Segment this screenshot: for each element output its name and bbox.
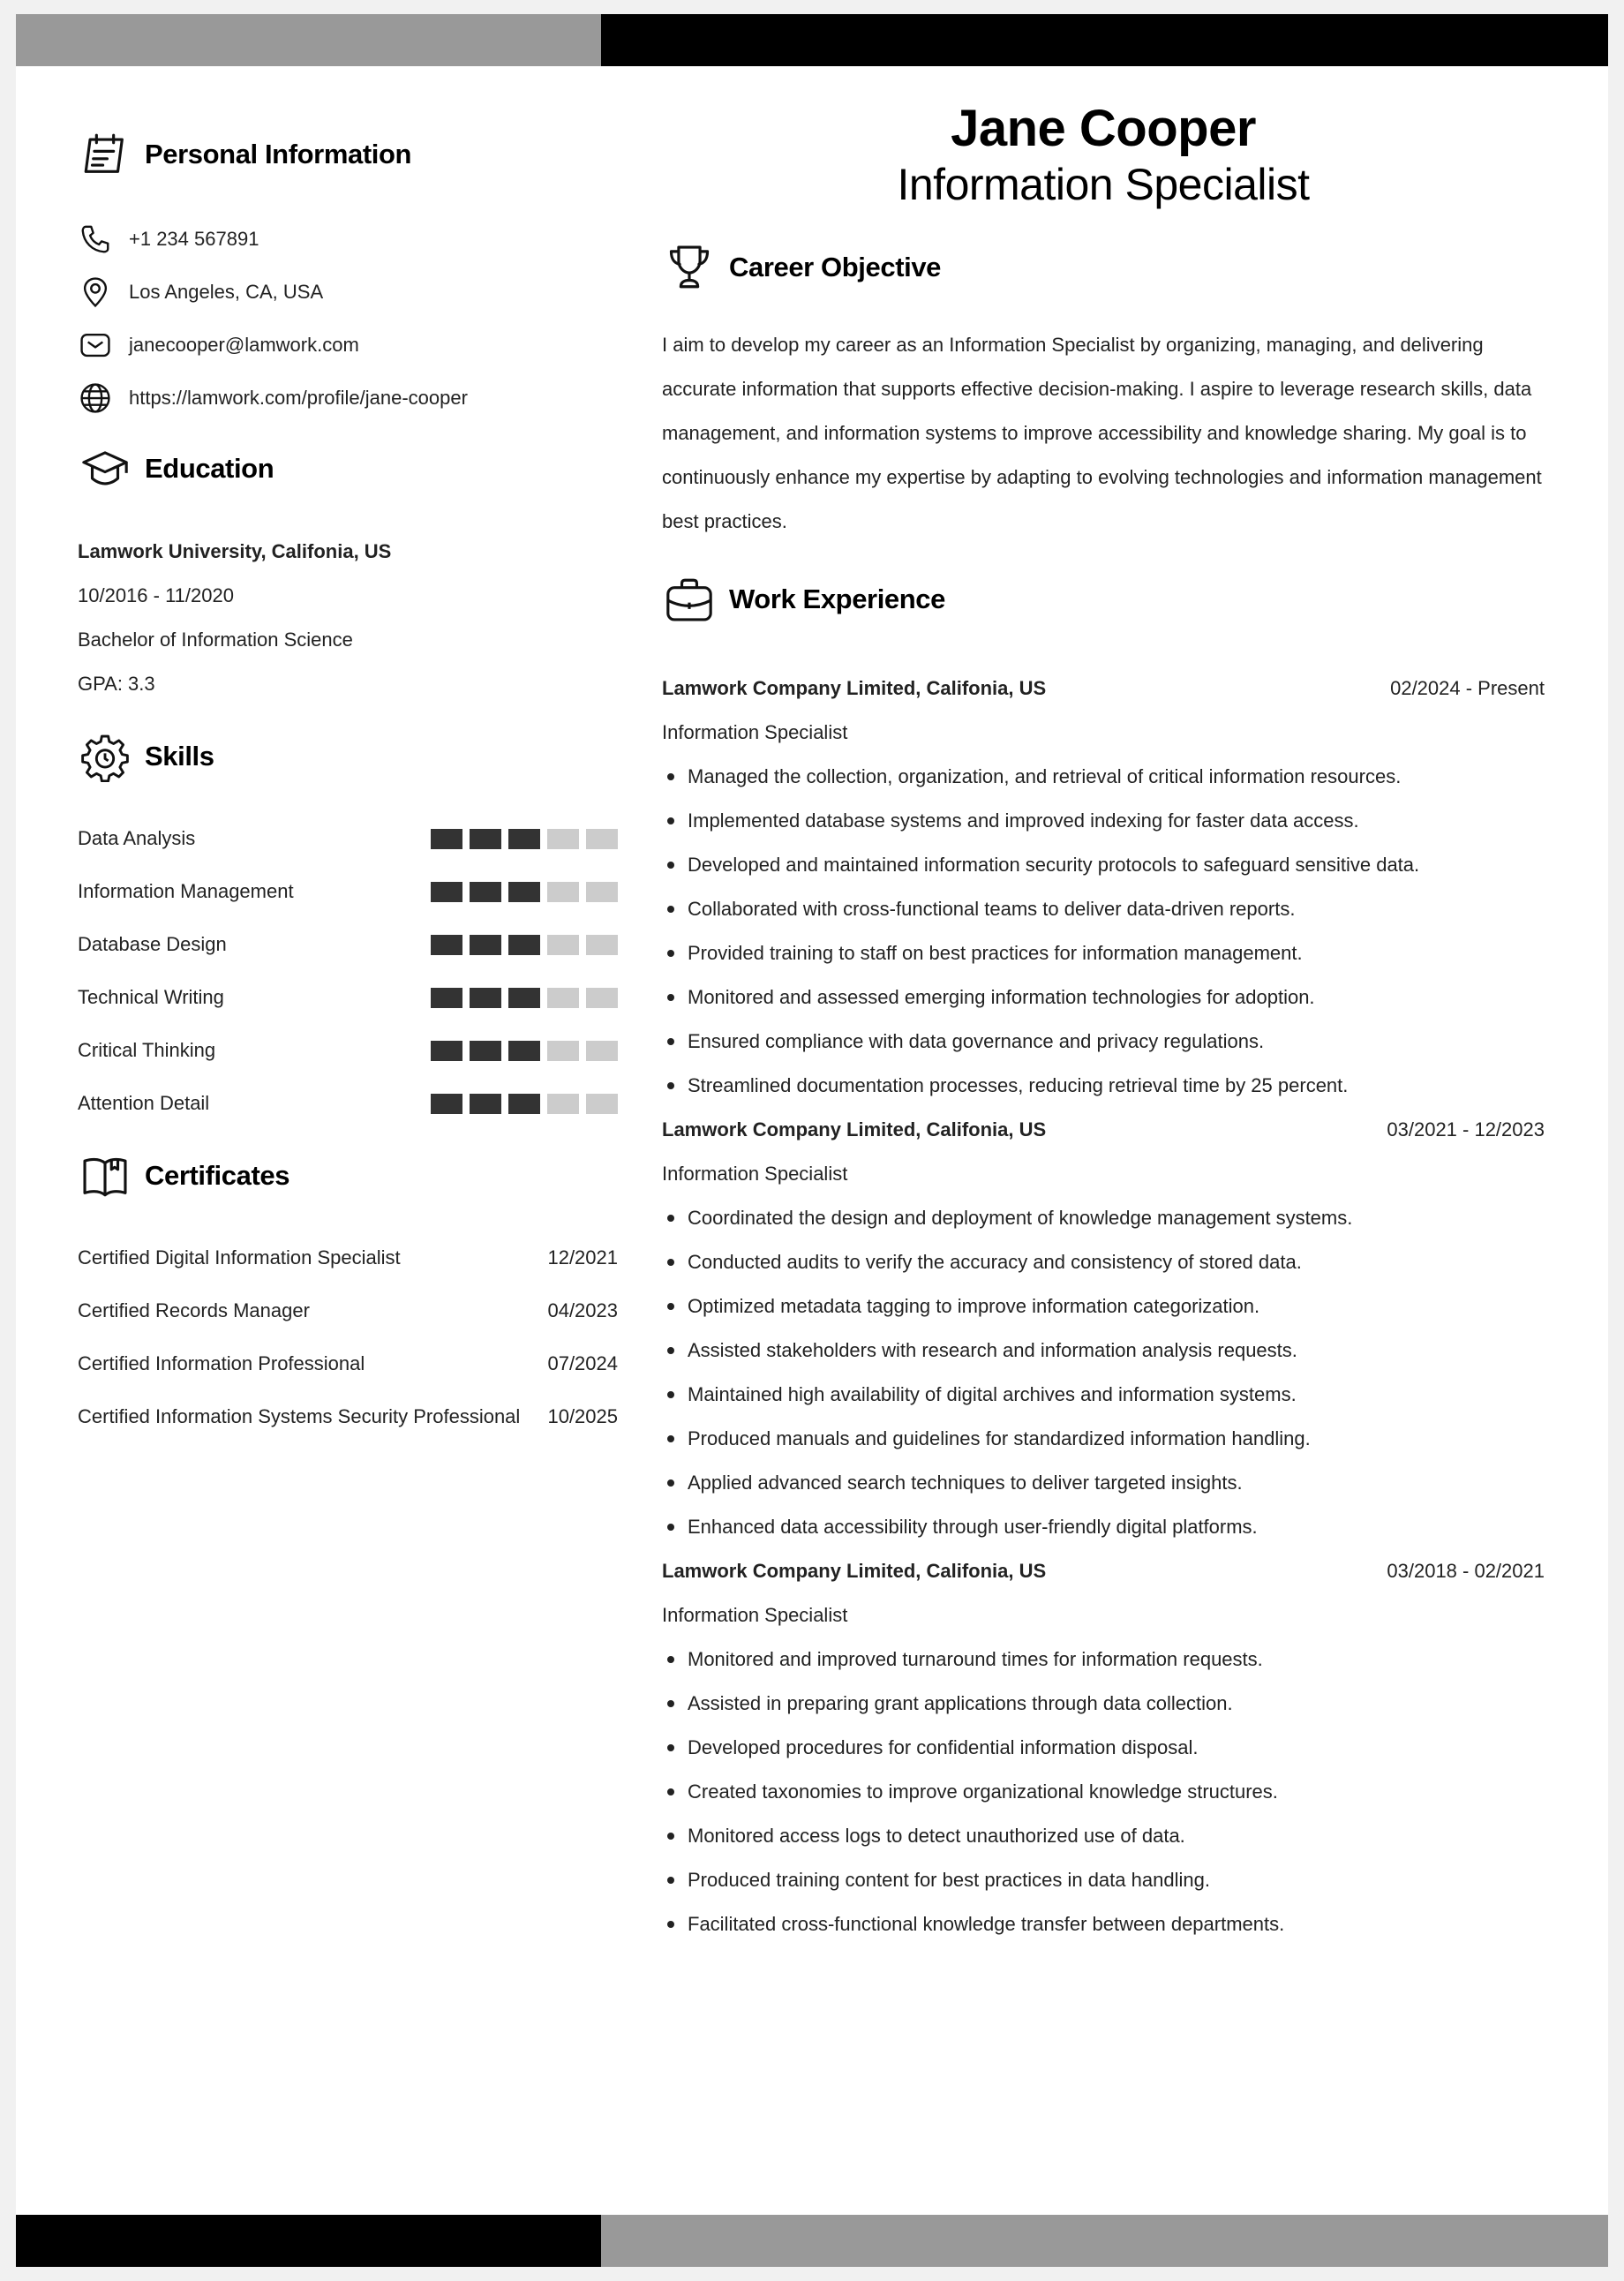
job-bullet: Assisted in preparing grant applications through data collection. (667, 1688, 1233, 1720)
skill-level-segment (470, 988, 501, 1008)
job-bullet: Developed and maintained information security protocols to safeguard sensitive data. (667, 849, 1419, 881)
job-header (662, 1555, 1545, 1587)
briefcase-icon (662, 572, 717, 627)
skill-level-segment (431, 1094, 462, 1114)
job-bullet: Produced training content for best practices in data handling. (667, 1864, 1210, 1896)
skill-level-meter (431, 829, 618, 849)
personal-info-heading (78, 127, 411, 182)
skill-level-segment (431, 988, 462, 1008)
contact-website (78, 379, 468, 418)
certificate-row (78, 1401, 618, 1433)
certificate-name: Certified Information Systems Security Professional (78, 1405, 521, 1427)
skill-level-segment (470, 882, 501, 902)
calendar-note-icon (78, 127, 132, 182)
objective-text: I aim to develop my career as an Information Specialist by organizing, managing, and delivering accurate information that supports effective decision-making. I aspire to leverage research skills, data management, and information systems to improve accessibility and knowledge sharing. My goal is to continuously enhance my expertise by adapting to evolving technologies and information management best practices. (662, 334, 1542, 532)
certificate-date: 10/2025 (547, 1405, 618, 1427)
skill-level-segment (547, 1041, 579, 1061)
skill-level-segment (431, 935, 462, 955)
skill-name: Database Design (78, 933, 227, 955)
certificate-name: Certified Records Manager (78, 1299, 310, 1321)
phone-text: +1 234 567891 (129, 228, 259, 250)
skill-level-segment (586, 988, 618, 1008)
job-company: Lamwork Company Limited, Califonia, US (662, 1118, 1047, 1140)
skill-level-segment (586, 882, 618, 902)
skill-name: Technical Writing (78, 986, 224, 1008)
location-text: Los Angeles, CA, USA (129, 281, 324, 303)
education-heading (78, 441, 274, 496)
top-accent-bar-right (601, 14, 1608, 66)
skill-level-segment (508, 988, 540, 1008)
personal-info-title: Personal Information (145, 139, 412, 169)
candidate-title: Information Specialist (897, 160, 1310, 209)
job-bullet: Produced manuals and guidelines for standardized information handling. (667, 1423, 1311, 1455)
certificate-name: Certified Digital Information Specialist (78, 1246, 401, 1268)
skill-level-segment (431, 1041, 462, 1061)
mail-icon (78, 327, 113, 363)
education-school: Lamwork University, Califonia, US (78, 540, 392, 562)
experience-heading (662, 572, 945, 627)
skill-level-meter (431, 935, 618, 955)
skill-level-meter (431, 988, 618, 1008)
bottom-accent-bar-right (601, 2215, 1608, 2267)
job-role: Information Specialist (662, 721, 848, 743)
skill-level-meter (431, 882, 618, 902)
skill-level-segment (586, 1041, 618, 1061)
skill-row (78, 823, 618, 854)
job-bullet: Monitored and improved turnaround times for information requests. (667, 1644, 1263, 1675)
skills-title: Skills (145, 741, 214, 772)
job-bullet: Collaborated with cross-functional teams to deliver data-driven reports. (667, 893, 1295, 925)
skill-name: Data Analysis (78, 827, 196, 849)
contact-email (78, 326, 359, 365)
certificates-heading (78, 1148, 289, 1203)
job-bullet: Monitored access logs to detect unauthorized use of data. (667, 1820, 1185, 1852)
skill-level-segment (547, 829, 579, 849)
skill-level-segment (508, 935, 540, 955)
objective-heading (662, 240, 941, 295)
graduation-cap-icon (78, 441, 132, 496)
skill-level-segment (547, 988, 579, 1008)
job-company: Lamwork Company Limited, Califonia, US (662, 677, 1047, 699)
job-bullet: Coordinated the design and deployment of knowledge management systems. (667, 1202, 1352, 1234)
skill-level-segment (586, 1094, 618, 1114)
job-bullet: Managed the collection, organization, and retrieval of critical information resources. (667, 761, 1401, 793)
education-title: Education (145, 453, 274, 484)
objective-title: Career Objective (729, 252, 942, 282)
job-bullet: Conducted audits to verify the accuracy and consistency of stored data. (667, 1246, 1302, 1278)
job-role: Information Specialist (662, 1604, 848, 1626)
job-bullet: Assisted stakeholders with research and information analysis requests. (667, 1335, 1297, 1366)
certificate-name: Certified Information Professional (78, 1352, 365, 1374)
contact-phone (78, 220, 259, 259)
job-bullet: Monitored and assessed emerging information technologies for adoption. (667, 982, 1315, 1013)
skill-level-segment (547, 935, 579, 955)
job-bullet: Applied advanced search techniques to deliver targeted insights. (667, 1467, 1243, 1499)
top-accent-bar-left (16, 14, 601, 66)
skill-name: Attention Detail (78, 1092, 210, 1114)
job-dates: 03/2021 - 12/2023 (1387, 1118, 1545, 1140)
skill-name: Information Management (78, 880, 294, 902)
phone-icon (78, 222, 113, 257)
certificate-date: 12/2021 (547, 1246, 618, 1268)
job-header (662, 1114, 1545, 1146)
skill-level-segment (508, 829, 540, 849)
skill-level-segment (547, 882, 579, 902)
certificates-title: Certificates (145, 1160, 290, 1191)
certificate-date: 04/2023 (547, 1299, 618, 1321)
location-pin-icon (78, 275, 113, 310)
resume-page (16, 14, 1608, 2267)
certificate-row (78, 1242, 618, 1274)
bottom-accent-bar-left (16, 2215, 601, 2267)
skill-level-segment (547, 1094, 579, 1114)
job-bullet: Ensured compliance with data governance and privacy regulations. (667, 1026, 1264, 1058)
skill-row (78, 1035, 618, 1066)
job-company: Lamwork Company Limited, Califonia, US (662, 1560, 1047, 1582)
job-dates: 02/2024 - Present (1390, 677, 1545, 699)
skill-level-segment (508, 882, 540, 902)
job-bullet: Streamlined documentation processes, reducing retrieval time by 25 percent. (667, 1070, 1348, 1102)
certificate-row (78, 1295, 618, 1327)
skill-level-segment (470, 1041, 501, 1061)
certificate-date: 07/2024 (547, 1352, 618, 1374)
job-bullet: Enhanced data accessibility through user-friendly digital platforms. (667, 1511, 1258, 1543)
skill-level-segment (431, 882, 462, 902)
job-bullet: Optimized metadata tagging to improve information categorization. (667, 1291, 1259, 1322)
skill-name: Critical Thinking (78, 1039, 216, 1061)
skill-row (78, 982, 618, 1013)
skill-level-meter (431, 1041, 618, 1061)
job-role: Information Specialist (662, 1163, 848, 1185)
skill-level-segment (431, 829, 462, 849)
skill-level-segment (508, 1094, 540, 1114)
job-bullet: Developed procedures for confidential information disposal. (667, 1732, 1198, 1764)
skill-level-segment (470, 935, 501, 955)
skill-level-segment (586, 829, 618, 849)
skills-heading (78, 729, 214, 784)
skill-level-meter (431, 1094, 618, 1114)
job-bullet: Implemented database systems and improved indexing for faster data access. (667, 805, 1359, 837)
gear-icon (78, 729, 132, 784)
certificate-row (78, 1348, 618, 1380)
website-link[interactable]: https://lamwork.com/profile/jane-cooper (129, 387, 468, 409)
skill-row (78, 876, 618, 907)
skill-row (78, 1088, 618, 1119)
contact-location (78, 273, 323, 312)
education-gpa: GPA: 3.3 (78, 673, 155, 695)
globe-icon (78, 380, 113, 416)
job-bullet: Provided training to staff on best practices for information management. (667, 937, 1303, 969)
trophy-icon (662, 240, 717, 295)
open-book-icon (78, 1148, 132, 1203)
skill-row (78, 929, 618, 960)
skill-level-segment (586, 935, 618, 955)
job-header (662, 673, 1545, 704)
job-bullet: Facilitated cross-functional knowledge transfer between departments. (667, 1908, 1284, 1940)
candidate-name: Jane Cooper (951, 100, 1256, 157)
job-bullet: Maintained high availability of digital archives and information systems. (667, 1379, 1297, 1411)
email-link[interactable]: janecooper@lamwork.com (129, 334, 359, 356)
job-dates: 03/2018 - 02/2021 (1387, 1560, 1545, 1582)
skill-level-segment (470, 829, 501, 849)
job-bullet: Created taxonomies to improve organizational knowledge structures. (667, 1776, 1278, 1808)
skill-level-segment (470, 1094, 501, 1114)
experience-title: Work Experience (729, 583, 945, 614)
skill-level-segment (508, 1041, 540, 1061)
education-dates: 10/2016 - 11/2020 (78, 584, 234, 606)
education-degree: Bachelor of Information Science (78, 629, 353, 651)
